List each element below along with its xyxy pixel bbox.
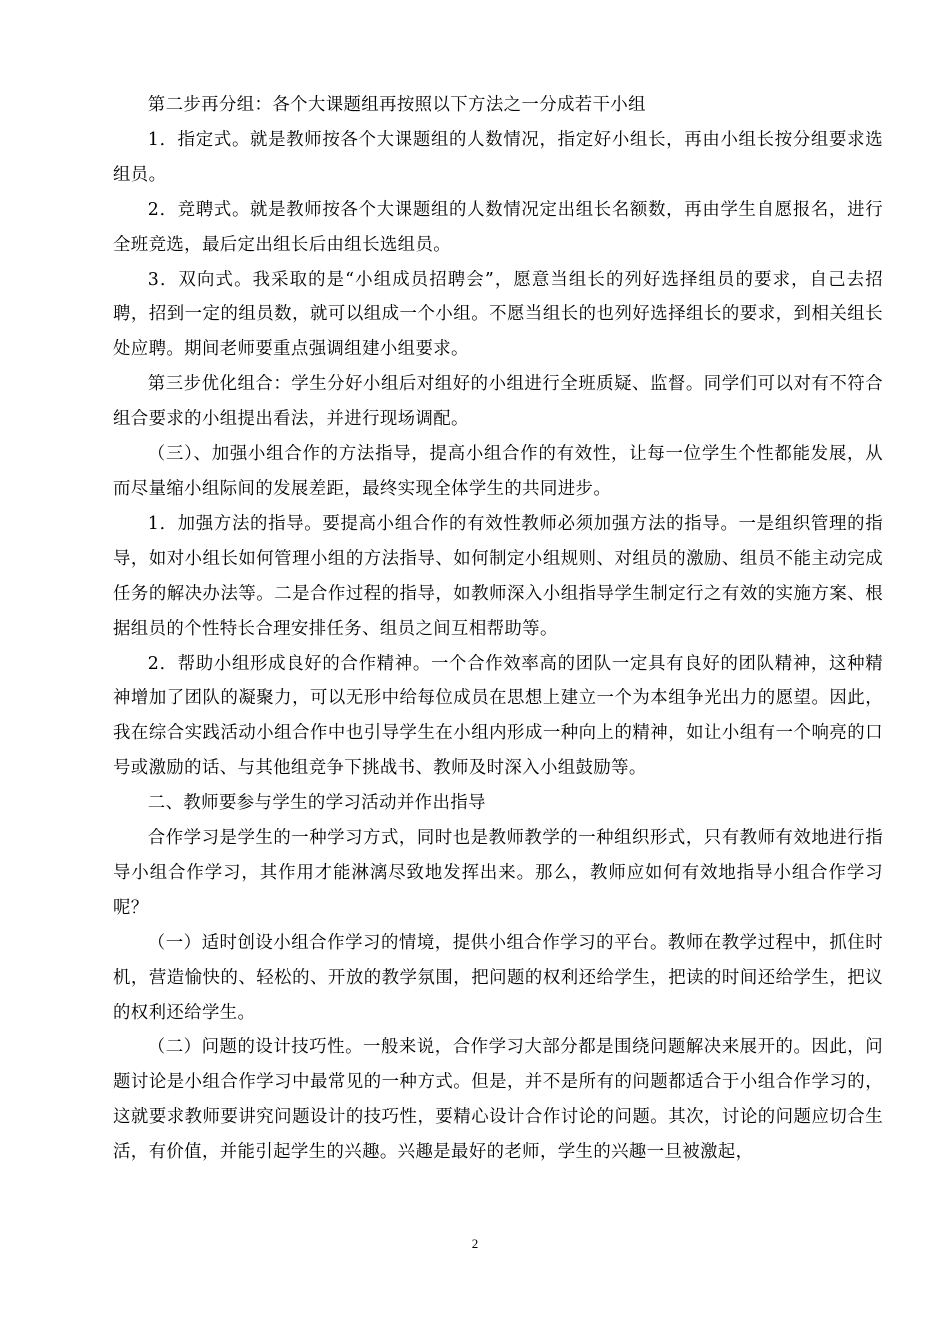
paragraph-section-three: （三）、加强小组合作的方法指导，提高小组合作的有效性，让每一位学生个性都能发展，从而尽量缩小组际间的发展差距，最终实现全体学生的共同进步。 — [113, 444, 883, 499]
paragraph-create-situation: （一）适时创设小组合作学习的情境，提供小组合作学习的平台。教师在教学过程中，抓住时机，营造愉快的、轻松的、开放的教学氛围，把问题的权利还给学生，把读的时间还给学生，把议的权利还给学生。 — [113, 932, 883, 1023]
paragraph-method-guidance: 1．加强方法的指导。要提高小组合作的有效性教师必须加强方法的指导。一是组织管理的指导，如对小组长如何管理小组的方法指导、如何制定小组规则、对组员的激励、组员不能主动完成任务的解决办法等。二是合作过程的指导，如教师深入小组指导学生制定行之有效的实施方案、根据组员的个性特长合理安排任务、组员之间互相帮助等。 — [113, 513, 883, 639]
paragraph-two-way-method: 3．双向式。我采取的是“小组成员招聘会”，愿意当组长的列好选择组员的要求，自己去招聘，招到一定的组员数，就可以组成一个小组。不愿当组长的也列好选择组长的要求，到相关组长处应聘。期间老师要重点强调组建小组要求。 — [113, 269, 883, 360]
paragraph-question-design: （二）问题的设计技巧性。一般来说，合作学习大部分都是围绕问题解决来展开的。因此，问题讨论是小组合作学习中最常见的一种方式。但是，并不是所有的问题都适合于小组合作学习的，这就要求教师要讲究问题设计的技巧性，要精心设计合作讨论的问题。其次，讨论的问题应切合生活，有价值，并能引起学生的兴趣。兴趣是最好的老师，学生的兴趣一旦被激起， — [113, 1037, 883, 1163]
document-body — [113, 88, 883, 1170]
paragraph-step-two: 第二步再分组：各个大课题组再按照以下方法之一分成若干小组 — [147, 95, 646, 115]
paragraph-step-three: 第三步优化组合：学生分好小组后对组好的小组进行全班质疑、监督。同学们可以对有不符合组合要求的小组提出看法，并进行现场调配。 — [113, 374, 883, 430]
section-heading-teacher-participation: 二、教师要参与学生的学习活动并作出指导 — [147, 793, 486, 814]
paragraph-cooperative-learning: 合作学习是学生的一种学习方式，同时也是教师教学的一种组织形式，只有教师有效地进行指导小组合作学习，其作用才能淋漓尽致地发挥出来。那么，教师应如何有效地指导小组合作学习呢？ — [113, 828, 883, 918]
paragraph-designated-method: 1．指定式。就是教师按各个大课题组的人数情况，指定好小组长，再由小组长按分组要求选组员。 — [113, 129, 883, 185]
page-number: 2 — [471, 1236, 479, 1251]
paragraph-cooperative-spirit: 2．帮助小组形成良好的合作精神。一个合作效率高的团队一定具有良好的团队精神，这种精神增加了团队的凝聚力，可以无形中给每位成员在思想上建立一个为本组争光出力的愿望。因此，我在综合实践活动小组合作中也引导学生在小组内形成一种向上的精神，如让小组有一个响亮的口号或激励的话、与其他组竞争下挑战书、教师及时深入小组鼓励等。 — [113, 653, 883, 779]
paragraph-competitive-method: 2．竞聘式。就是教师按各个大课题组的人数情况定出组长名额数，再由学生自愿报名，进行全班竞选，最后定出组长后由组长选组员。 — [113, 199, 883, 255]
